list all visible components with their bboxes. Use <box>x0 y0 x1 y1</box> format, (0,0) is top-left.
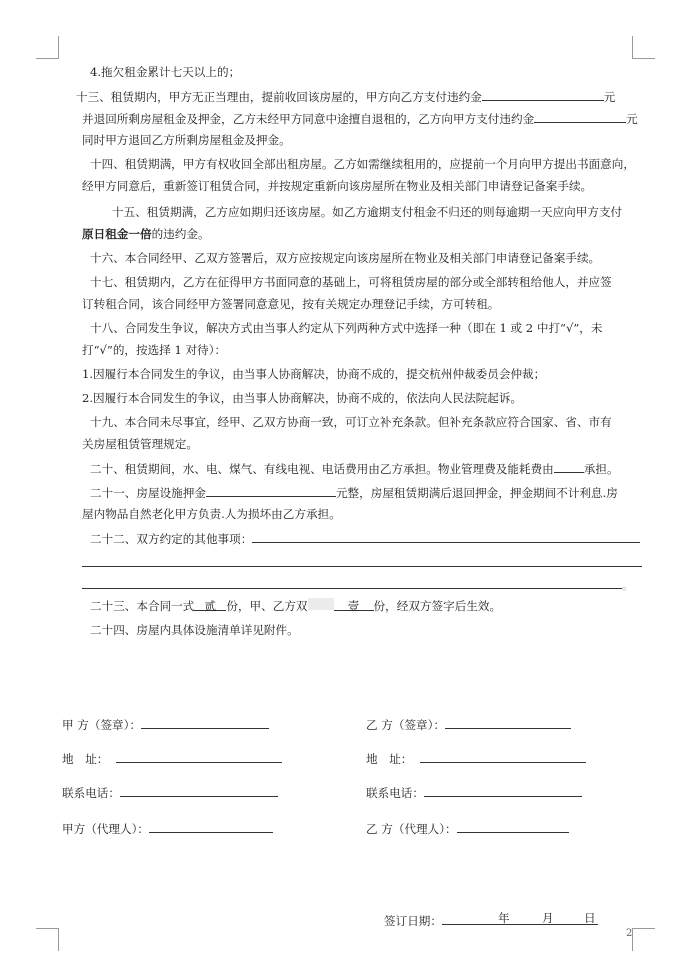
crop-mark-bottom-right <box>632 928 655 951</box>
clause-14-text-1: 十四、租赁期满，甲方有权收回全部出租房屋。乙方如需继续租用的，应提前一个月向甲方提出书面意向， <box>90 157 635 171</box>
clause-17-text-1: 十七、租赁期内，乙方在征得甲方书面同意的基础上，可将租赁房屋的部分或全部转租给他人，并应签 <box>90 275 612 289</box>
signing-date-field[interactable] <box>442 910 598 925</box>
clause-18-option-2 <box>82 390 642 406</box>
clause-19-text-2: 关房屋租赁管理规定。 <box>82 437 198 451</box>
copies-each-field[interactable] <box>334 598 374 611</box>
clause-23-text-1: 二十三、本合同一式 <box>90 599 195 613</box>
party-b-signature-field[interactable] <box>445 716 571 729</box>
fee-payer-blank[interactable] <box>554 460 584 473</box>
clause-19-text-1: 十九、本合同未尽事宜，经甲、乙双方协商一致，可订立补充条款。但补充条款应符合国家、省、市有 <box>90 415 612 429</box>
party-a-label: 甲 方（签章）： <box>62 718 142 732</box>
party-b-phone-field[interactable] <box>424 784 582 797</box>
party-a-agent-field[interactable] <box>149 820 273 833</box>
party-b-address-row <box>366 750 586 767</box>
party-b-label: 乙 方（签章）： <box>366 718 446 732</box>
clause-18-text-1: 十八、合同发生争议，解决方式由当事人约定从下列两种方式中选择一种（即在 1 或 2 中打“√”，未 <box>90 321 603 335</box>
clause-17-text-2: 订转租合同，该合同经甲方签署同意意见，按有关规定办理登记手续，方可转租。 <box>82 297 500 311</box>
party-b-address-field[interactable] <box>420 750 586 763</box>
other-terms-blank-3[interactable] <box>82 576 622 589</box>
crop-mark-bottom-left <box>36 928 59 951</box>
clause-21-text-2: 元整，房屋租赁期满后退回押金，押金期间不计利息.房 <box>335 486 618 500</box>
redaction-patch <box>308 598 334 610</box>
clause-13-line3 <box>82 132 642 148</box>
clause-18-option-2-text: 2.因履行本合同发生的争议，由当事人协商解决，协商不成的，依法向人民法院起诉。 <box>82 391 523 405</box>
clause-20-end: 承担。 <box>583 462 619 476</box>
party-b-agent-label: 乙 方（代理人）： <box>366 822 457 836</box>
clause-18-option-1-text: 1.因履行本合同发生的争议，由当事人协商解决，协商不成的，提交杭州仲裁委员会仲裁； <box>82 367 546 381</box>
clause-15-line1 <box>112 204 672 220</box>
party-a-agent-row <box>62 820 273 837</box>
clause-15-text-1: 十五、租赁期满，乙方应如期归还该房屋。如乙方逾期支付租金不归还的则每逾期一天应向甲方支付 <box>112 205 623 219</box>
clause-21-text-3: 屋内物品自然老化甲方负责.人为损坏由乙方承担。 <box>82 507 341 521</box>
party-a-phone-field[interactable] <box>120 784 278 797</box>
clause-24 <box>90 622 650 638</box>
other-terms-blank-2[interactable] <box>82 566 642 567</box>
clause-13-line1 <box>76 88 636 105</box>
clause-18-option-1 <box>82 366 642 382</box>
clause-14-line2 <box>82 178 642 194</box>
party-a-address-label: 地 址： <box>62 752 109 766</box>
clause-17-line1 <box>90 274 650 290</box>
deposit-blank[interactable] <box>206 484 336 497</box>
copies-each-value: 壹 <box>347 599 360 613</box>
party-b-address-label: 地 址： <box>366 752 413 766</box>
party-a-phone-label: 联系电话： <box>62 786 120 800</box>
clause-14-text-2: 经甲方同意后，重新签订租赁合同，并按规定重新向该房屋所在物业及相关部门申请登记备案手续。 <box>82 179 593 193</box>
copies-total-field[interactable] <box>194 598 226 611</box>
clause-21-line2 <box>82 506 642 522</box>
other-terms-blank-1[interactable] <box>252 530 640 543</box>
party-b-agent-row <box>366 820 569 837</box>
clause-4-text: 4.拖欠租金累计七天以上的； <box>90 65 241 79</box>
clause-16 <box>90 250 650 266</box>
clause-20 <box>90 460 650 477</box>
party-b-phone-label: 联系电话： <box>366 786 424 800</box>
clause-22 <box>90 530 650 547</box>
clause-13-text-2: 并退回所剩房屋租金及押金，乙方未经甲方同意中途擅自退租的，乙方向甲方支付违约金 <box>82 112 535 126</box>
clause-23-text-2: 份，甲、乙方双 <box>226 599 308 613</box>
clause-18-text-2: 打“√”的，按选择 1 对待）： <box>82 343 227 357</box>
clause-21-line1 <box>90 484 650 501</box>
clause-14-line1 <box>90 156 650 172</box>
party-b-phone-row <box>366 784 582 801</box>
penalty-blank-1[interactable] <box>482 88 604 101</box>
clause-18-line2 <box>82 342 642 358</box>
clause-15-bold-text: 原日租金一倍 <box>82 227 152 241</box>
clause-15-text-2: 的违约金。 <box>151 227 210 241</box>
unit-yuan-2: 元 <box>626 112 638 126</box>
party-a-address-row <box>62 750 282 767</box>
signing-date-label: 签订日期： <box>384 914 442 928</box>
clause-20-text: 二十、租赁期间，水、电、煤气、有线电视、电话费用由乙方承担。物业管理费及能耗费由 <box>90 462 554 476</box>
party-a-phone-row <box>62 784 278 801</box>
party-a-agent-label: 甲方（代理人）： <box>62 822 149 836</box>
clause-13-text-1: 十三、租赁期内，甲方无正当理由，提前收回该房屋的，甲方向乙方支付违约金 <box>76 90 482 104</box>
party-a-signature-field[interactable] <box>141 716 269 729</box>
clause-21-text-1: 二十一、房屋设施押金 <box>90 486 206 500</box>
clause-23-text-3: 份，经双方签字后生效。 <box>373 599 502 613</box>
party-a-signature-row <box>62 716 269 733</box>
clause-22-end: 。 <box>622 578 634 592</box>
clause-13-line2 <box>82 110 642 127</box>
penalty-blank-2[interactable] <box>534 110 626 123</box>
clause-24-text: 二十四、房屋内具体设施清单详见附件。 <box>90 623 299 637</box>
clause-19-line2 <box>82 436 642 452</box>
copies-total-value: 贰 <box>204 599 217 613</box>
clause-18-line1 <box>90 320 650 336</box>
clause-19-line1 <box>90 414 650 430</box>
clause-15-line2 <box>82 226 642 242</box>
party-b-agent-field[interactable] <box>457 820 569 833</box>
clause-17-line2 <box>82 296 642 312</box>
signing-date-row <box>384 910 598 929</box>
party-b-signature-row <box>366 716 571 733</box>
party-a-address-field[interactable] <box>116 750 282 763</box>
clause-16-text: 十六、本合同经甲、乙双方签署后，双方应按规定向该房屋所在物业及相关部门申请登记备案手续。 <box>90 251 601 265</box>
clause-22-text: 二十二、双方约定的其他事项： <box>90 532 253 546</box>
other-terms-line3 <box>82 576 642 593</box>
crop-mark-top-left <box>36 36 59 59</box>
page-number: 2 <box>626 928 633 939</box>
clause-13-text-3: 同时甲方退回乙方所剩房屋租金及押金。 <box>82 133 291 147</box>
date-day-label: 日 <box>583 911 596 925</box>
crop-mark-top-right <box>632 36 655 59</box>
date-year-label: 年 <box>497 911 510 925</box>
clause-4 <box>90 64 650 80</box>
clause-23 <box>90 598 650 614</box>
unit-yuan-1: 元 <box>603 90 616 104</box>
date-month-label: 月 <box>541 911 554 925</box>
